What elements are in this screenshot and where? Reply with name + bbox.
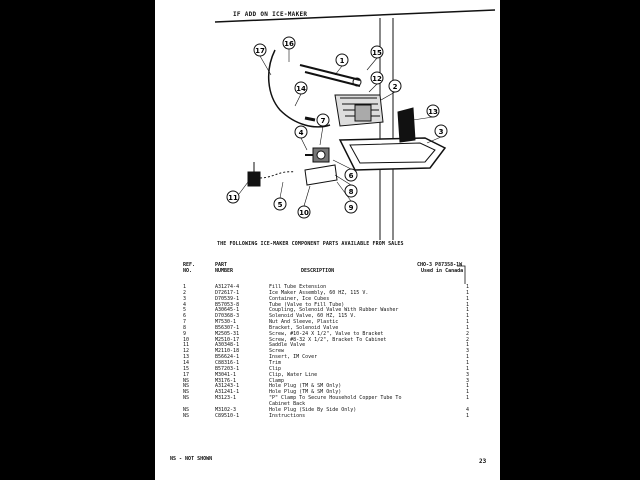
quantity-cell: 4 [466,406,470,413]
ref-cell: 4 [183,301,187,308]
description-cell: Hole Plug (TM & SM Only) [269,389,342,396]
quantity-cell: 1 [466,295,470,302]
description-cell: Screw, #10-24 X 1/2", Valve to Bracket [269,330,384,337]
ref-cell: 15 [183,365,190,372]
quantity-cell: 1 [466,354,470,361]
description-cell: Insert, IM Cover [269,354,318,361]
part-number-cell: M7530-1 [215,319,237,326]
part-number-cell: M3102-3 [215,406,237,413]
description-cell: Instructions [269,412,306,419]
svg-text:15: 15 [372,49,382,57]
callout-16 [283,37,295,49]
callout-11 [227,191,239,203]
quantity-cell: 1 [466,307,470,314]
description-cell: Coupling, Solenoid Valve With Rubber Washer [269,307,399,314]
header-rule [215,10,495,22]
model-col-header-2: Used in Canada [421,268,464,274]
callout-17 [254,44,266,56]
callout-1 [336,54,348,66]
ref-col-header-2: NO. [183,268,193,274]
parts-table-caption: THE FOLLOWING ICE-MAKER COMPONENT PARTS AVAILABLE FROM SALES [217,241,404,247]
ref-cell: 8 [183,324,187,331]
svg-text:12: 12 [372,75,382,83]
svg-text:1: 1 [339,57,345,65]
ref-cell: 10 [183,336,190,343]
part-number-cell: A31241-1 [215,389,240,396]
part-number-cell: M3123-1 [215,395,237,402]
quantity-cell: 3 [466,377,470,384]
callout-9 [345,201,357,213]
svg-text:8: 8 [348,188,354,196]
quantity-cell: 1 [466,412,470,419]
ref-cell: NS [183,406,190,413]
quantity-cell: 3 [466,348,470,355]
ref-cell: 9 [183,330,187,337]
description-cell: Nut And Sleeve, Plastic [269,319,339,326]
description-cell: Screw [269,348,285,355]
quantity-cell: 1 [466,324,470,331]
ref-cell: 2 [183,289,187,296]
model-col-bracket [455,264,470,286]
callout-13 [427,105,439,117]
description-cell: Cabinet Back [269,400,306,407]
quantity-cell: 1 [466,342,470,349]
quantity-cell: 2 [466,336,470,343]
solenoid-bracket [305,165,337,185]
ref-cell: NS [183,412,190,419]
description-cell: Clip, Water Line [269,371,318,378]
svg-text:14: 14 [296,85,306,93]
description-cell: Solenoid Valve, 60 HZ, 115 V. [269,313,357,320]
part-number-cell: B56307-1 [215,324,240,331]
description-cell: Hole Plug (Side By Side Only) [269,406,357,413]
part-number-cell: B57053-8 [215,301,240,308]
svg-text:17: 17 [255,47,265,55]
quantity-cell: 1 [466,383,470,390]
ref-cell: 7 [183,319,187,326]
part-number-cell: B57203-1 [215,365,240,372]
model-col-header-1: CHO-3 P87358-1W [417,262,463,268]
description-cell: Trim [269,359,282,366]
svg-text:7: 7 [320,117,326,125]
quantity-cell: 1 [466,313,470,320]
ref-cell: 1 [183,284,187,290]
insert-panel [398,108,415,142]
fill-tube-extension [300,65,361,86]
part-number-cell: M3041-1 [215,371,237,378]
ref-cell: 3 [183,295,187,302]
svg-text:3: 3 [438,128,444,136]
svg-text:9: 9 [348,204,354,212]
callout-4 [295,126,307,138]
ref-cell: NS [183,389,190,396]
part-number-cell: D70539-1 [215,295,240,302]
ref-cell: 13 [183,354,190,361]
callout-12 [371,72,383,84]
ref-cell: NS [183,377,190,384]
part-number-cell: A31274-4 [215,284,240,290]
part-number-cell: C88316-1 [215,359,240,366]
part-number-cell: M2110-18 [215,348,240,355]
exploded-view-diagram [155,0,500,240]
description-cell: Saddle Valve [269,342,306,349]
part-col-header-2: NUMBER [215,268,234,274]
description-cell: Ice Maker Assembly, 60 HZ, 115 V. [269,289,369,296]
description-cell: Tube (Valve to Fill Tube) [269,301,345,308]
svg-text:4: 4 [298,129,304,137]
saddle-valve [248,162,260,186]
quantity-cell: 1 [466,395,470,402]
not-shown-footnote: NS - NOT SHOWN [170,456,213,462]
page-number: 23 [479,458,487,465]
ref-cell: 5 [183,307,187,314]
ref-cell: 6 [183,313,187,320]
quantity-cell: 1 [466,359,470,366]
svg-text:6: 6 [348,172,354,180]
svg-text:2: 2 [392,83,398,91]
quantity-cell: 1 [466,365,470,372]
callout-14 [295,82,307,94]
callout-15 [371,46,383,58]
part-number-cell: M2510-17 [215,336,240,343]
ref-cell: NS [183,395,190,402]
callout-6 [345,169,357,181]
ref-cell: NS [183,383,190,390]
part-number-cell: A30645-1 [215,307,240,314]
ice-container [340,138,445,170]
description-cell: Hole Plug (TM & SM Only) [269,383,342,390]
svg-text:16: 16 [284,40,294,48]
part-number-cell: A31243-1 [215,383,240,390]
callout-10 [298,206,310,218]
callout-2 [389,80,401,92]
quantity-cell: 2 [466,330,470,337]
part-number-cell: M2505-31 [215,330,240,337]
ice-maker-assembly [335,95,383,126]
ref-cell: 17 [183,371,190,378]
solenoid-valve [305,148,329,162]
ref-col-header-1: REF. [183,262,196,268]
quantity-cell: 1 [466,319,470,326]
svg-text:13: 13 [428,108,438,116]
quantity-cell: 1 [466,301,470,308]
quantity-cell: 1 [466,284,470,290]
quantity-cell: 1 [466,289,470,296]
parts-sheet [155,0,500,480]
callout-3 [435,125,447,137]
description-cell: Clip [269,365,282,372]
svg-text:5: 5 [277,201,283,209]
description-cell: Fill Tube Extension [269,284,327,290]
description-cell: Bracket, Solenoid Valve [269,324,339,331]
ref-cell: 12 [183,348,190,355]
description-col-header: DESCRIPTION [301,268,335,274]
quantity-cell: 3 [466,371,470,378]
callout-5 [274,198,286,210]
parts-table [183,285,488,419]
svg-text:10: 10 [299,209,309,217]
part-number-cell: D70368-3 [215,313,240,320]
part-number-cell: A30348-1 [215,342,240,349]
description-cell: Container, Ice Cubes [269,295,330,302]
callout-7 [317,114,329,126]
table-row [183,414,488,420]
quantity-cell: 1 [466,389,470,396]
description-cell: Screw, #8-32 X 1/2", Bracket To Cabinet [269,336,387,343]
header-title: IF ADD ON ICE-MAKER [233,11,308,18]
part-col-header-1: PART [215,262,228,268]
part-number-cell: B56624-1 [215,354,240,361]
part-number-cell: D72617-1 [215,289,240,296]
ref-cell: 14 [183,359,190,366]
part-number-cell: C89510-1 [215,412,240,419]
ref-cell: 11 [183,342,190,349]
part-number-cell: M3176-1 [215,377,237,384]
description-cell: Clamp [269,377,285,384]
description-cell: "P" Clamp To Secure Household Copper Tube To [269,395,402,402]
svg-text:11: 11 [228,194,238,202]
